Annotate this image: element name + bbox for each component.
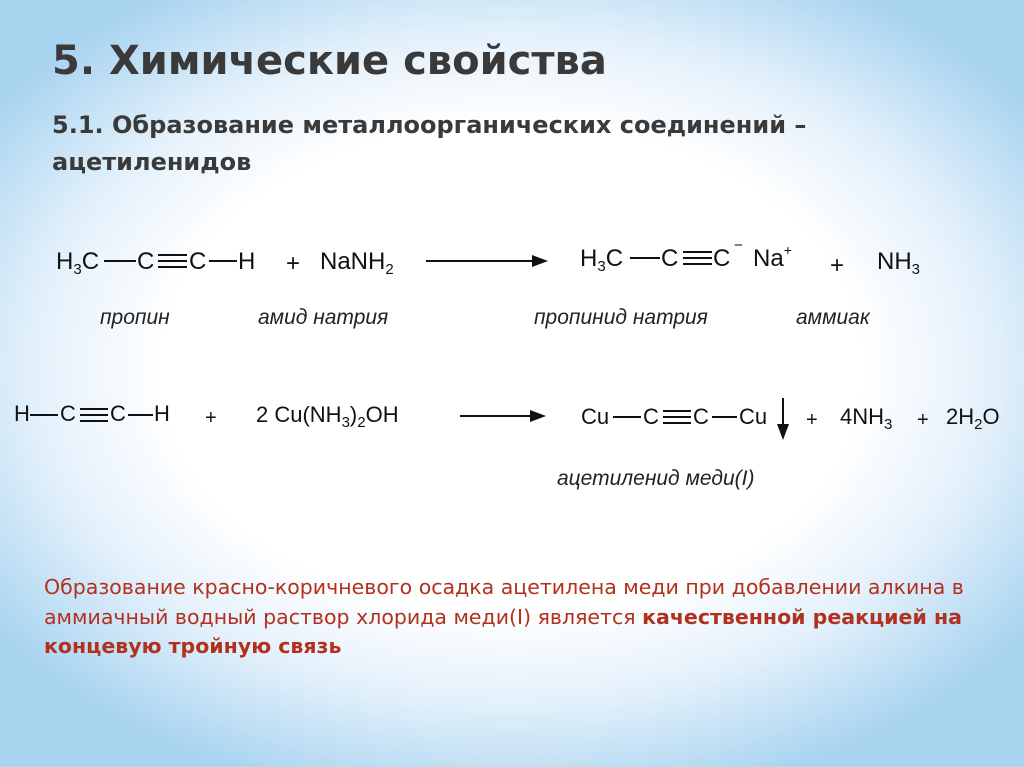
formula-ammonia: $NH_3$ xyxy=(877,248,921,278)
label-ammonia: аммиак xyxy=(796,306,870,329)
triple-bond xyxy=(663,411,691,423)
atom-ch3: $H_3C$ xyxy=(56,248,100,278)
atom-h: H xyxy=(154,401,170,426)
formula-sodium-amide: NaNH$_2$ xyxy=(320,248,394,278)
formula-copper-ammine-hydroxide: 2 $Cu(NH_3)_2OH$ xyxy=(256,402,399,431)
label-copper-acetylide: ацетиленид меди(I) xyxy=(557,467,755,490)
label-propyne: пропин xyxy=(100,306,170,329)
atom-c: C xyxy=(189,248,207,275)
formula-ammonia: $4NH_3$ xyxy=(840,404,893,433)
plus-sign: + xyxy=(205,407,217,429)
atom-c: C xyxy=(643,404,659,429)
sodium-cation: Na+ xyxy=(753,242,792,272)
negative-charge: − xyxy=(734,237,743,254)
label-sodium-propynide: пропинид натрия xyxy=(534,306,708,329)
atom-c: C xyxy=(110,401,126,426)
triple-bond xyxy=(683,252,712,264)
atom-c: C xyxy=(661,245,679,272)
reaction-arrow xyxy=(426,255,548,267)
precipitate-down-arrow xyxy=(777,398,789,440)
section-subtitle: 5.1. Образование металлоорганических соединений – ацетиленидов xyxy=(52,111,807,177)
note-emphasis: качественной реакцией на концевую тройную связь xyxy=(44,604,962,659)
atom-h: H xyxy=(14,401,30,426)
atom-c: C xyxy=(137,248,155,275)
atom-cu: Cu xyxy=(581,404,610,429)
reaction-arrow xyxy=(460,410,546,422)
atom-c: C xyxy=(693,404,709,429)
qualitative-reaction-note: Образование красно-коричневого осадка ацетилена меди при добавлении алкина в аммиачный водный раствор хлорида меди(I) является качественной реакцией на концевую тройную связь xyxy=(44,575,964,659)
atom-c: C xyxy=(60,401,76,426)
plus-sign: + xyxy=(917,409,929,431)
triple-bond xyxy=(80,409,108,421)
plus-sign: + xyxy=(286,250,301,277)
atom-ch3: $H_3C$ xyxy=(580,245,624,275)
plus-sign: + xyxy=(806,409,818,431)
atom-h: H xyxy=(238,248,256,275)
triple-bond xyxy=(158,255,187,267)
atom-cu: Cu xyxy=(739,404,768,429)
label-sodium-amide: амид натрия xyxy=(258,306,389,329)
formula-water: $2H_2O$ xyxy=(946,404,1000,433)
atom-c: C xyxy=(713,245,731,272)
plus-sign: + xyxy=(830,252,845,279)
page-title: 5. Химические свойства xyxy=(52,38,607,84)
